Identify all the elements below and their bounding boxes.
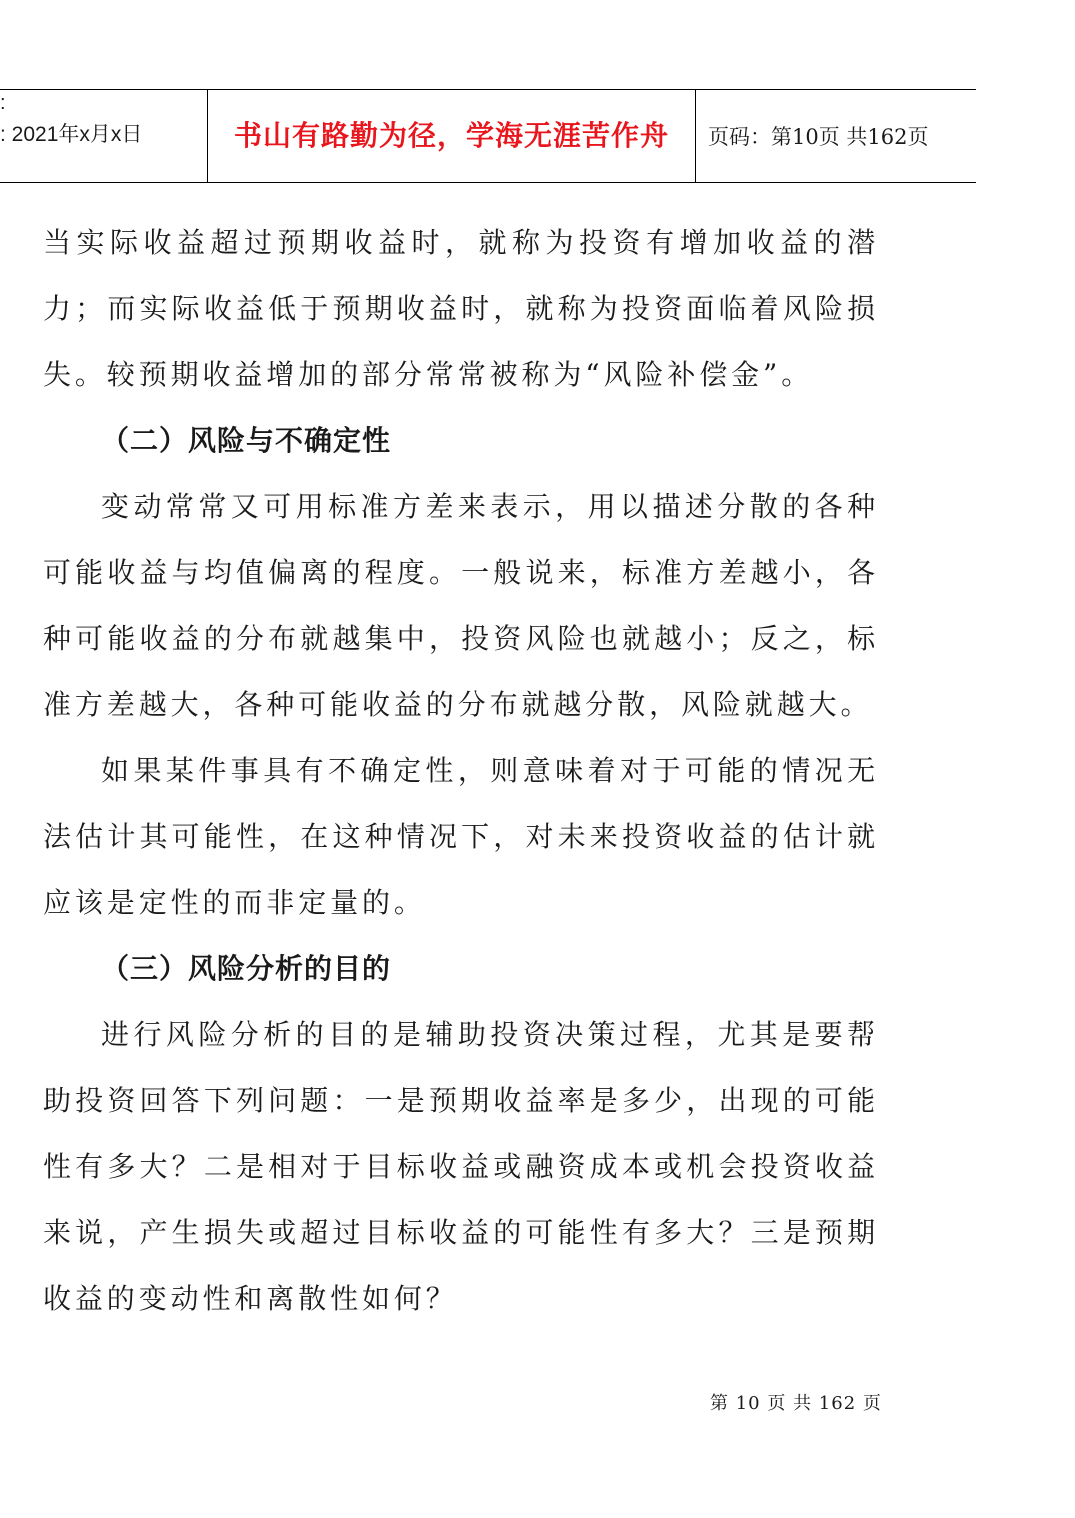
paragraph-uncertainty: 如果某件事具有不确定性，则意味着对于可能的情况无法估计其可能性，在这种情况下，对未来投资收益的估计就应该是定性的而非定量的。 — [43, 754, 879, 919]
page-header — [0, 89, 976, 183]
header-motto-cell — [208, 90, 696, 182]
header-date-colon: : — [0, 92, 6, 114]
document-body — [43, 210, 879, 1332]
paragraph-analysis-purpose: 进行风险分析的目的是辅助投资决策过程，尤其是要帮助投资回答下列问题：一是预期收益率是多少，出现的可能性有多大？二是相对于目标收益或融资成本或机会投资收益来说，产生损失或超过目标收益的可能性有多大？三是预期收益的变动性和离散性如何？ — [43, 1018, 879, 1315]
header-page-cell — [696, 90, 976, 182]
section-heading-risk-uncertainty: （二）风险与不确定性 — [101, 424, 392, 457]
header-motto: 书山有路勤为径，学海无涯苦作舟 — [233, 119, 669, 152]
header-date: : 2021年x月x日 — [0, 123, 143, 146]
paragraph-standard-deviation: 变动常常又可用标准方差来表示，用以描述分散的各种可能收益与均值偏离的程度。一般说来，标准方差越小，各种可能收益的分布就越集中，投资风险也就越小；反之，标准方差越大，各种可能收益的分布就越分散，风险就越大。 — [43, 490, 879, 721]
header-date-cell — [0, 90, 208, 182]
header-page-info: 页码：第10页 共162页 — [708, 125, 929, 149]
paragraph-risk-premium: 当实际收益超过预期收益时，就称为投资有增加收益的潜力；而实际收益低于预期收益时，就称为投资面临着风险损失。较预期收益增加的部分常常被称为“风险补偿金”。 — [43, 226, 879, 391]
page-footer-number: 第 10 页 共 162 页 — [710, 1393, 882, 1414]
section-heading-risk-analysis-purpose: （三）风险分析的目的 — [101, 952, 392, 985]
